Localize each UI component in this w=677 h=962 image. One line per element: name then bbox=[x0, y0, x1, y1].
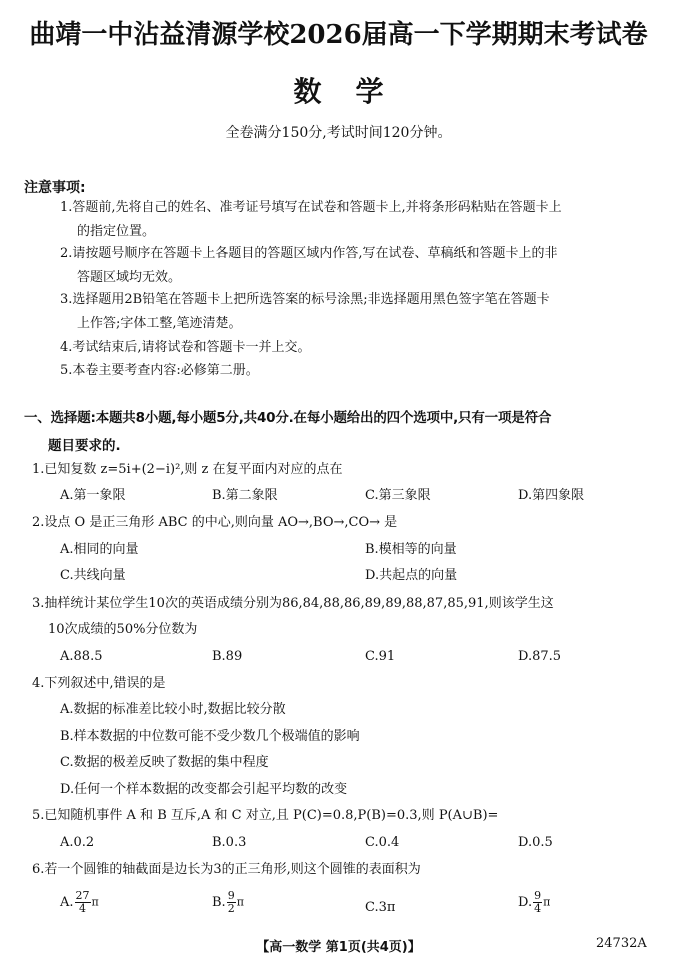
exam-code: 24732A bbox=[596, 936, 647, 951]
fraction-numerator: 9 bbox=[227, 889, 235, 902]
note-item: 4.考试结束后,请将试卷和答题卡一并上交。 bbox=[60, 340, 311, 355]
question-stem: 5.已知随机事件 A 和 B 互斥,A 和 C 对立,且 P(C)=0.8,P(B)=0.3,则 P(A∪B)= bbox=[32, 808, 499, 823]
pi-symbol: π bbox=[91, 895, 99, 909]
option-c: C.共线向量 bbox=[60, 568, 126, 583]
fraction-numerator: 9 bbox=[534, 889, 542, 902]
option-d: D.任何一个样本数据的改变都会引起平均数的改变 bbox=[60, 782, 348, 797]
fraction-numerator: 27 bbox=[75, 889, 90, 902]
score-info: 全卷满分150分,考试时间120分钟。 bbox=[225, 125, 452, 141]
option-c bbox=[365, 898, 395, 918]
option-b: B.模相等的向量 bbox=[365, 542, 457, 557]
note-item-cont: 的指定位置。 bbox=[77, 224, 156, 239]
option-b bbox=[212, 890, 244, 915]
option-label: A. bbox=[60, 895, 74, 910]
fraction-denominator: 4 bbox=[79, 902, 87, 915]
question-stem: 2.设点 O 是正三角形 ABC 的中心,则向量 AO→,BO→,CO→ 是 bbox=[32, 515, 398, 530]
subject-title: 数学 bbox=[293, 75, 418, 108]
option-d: D.0.5 bbox=[518, 835, 553, 850]
option-a: A.88.5 bbox=[60, 649, 103, 664]
fraction-denominator: 4 bbox=[534, 902, 542, 915]
option-label: B. bbox=[212, 895, 226, 910]
pi-symbol: π bbox=[543, 895, 551, 909]
question-stem: 4.下列叙述中,错误的是 bbox=[32, 676, 166, 691]
pi-symbol: π bbox=[236, 895, 244, 909]
option-c: C.数据的极差反映了数据的集中程度 bbox=[60, 755, 269, 770]
option-c: C.91 bbox=[365, 649, 396, 664]
note-item-cont: 上作答;字体工整,笔迹清楚。 bbox=[77, 316, 242, 331]
page-footer: 【高一数学 第1页(共4页)】 bbox=[256, 940, 421, 955]
option-d: D.共起点的向量 bbox=[365, 568, 458, 583]
option-a: A.第一象限 bbox=[60, 488, 126, 503]
option-b: B.第二象限 bbox=[212, 488, 278, 503]
option-b: B.89 bbox=[212, 649, 243, 664]
note-item-cont: 答题区域均无效。 bbox=[77, 270, 182, 285]
option-b: B.样本数据的中位数可能不受少数几个极端值的影响 bbox=[60, 729, 360, 744]
option-label: D. bbox=[518, 895, 533, 910]
note-item: 1.答题前,先将自己的姓名、准考证号填写在试卷和答题卡上,并将条形码粘贴在答题卡上 bbox=[60, 200, 562, 215]
option-c: C.0.4 bbox=[365, 835, 400, 850]
fraction bbox=[533, 890, 542, 915]
fraction bbox=[75, 890, 91, 915]
option-a: A.数据的标准差比较小时,数据比较分散 bbox=[60, 702, 286, 717]
note-item: 2.请按题号顺序在答题卡上各题目的答题区域内作答,写在试卷、草稿纸和答题卡上的非 bbox=[60, 246, 558, 261]
section-title-cont: 题目要求的. bbox=[48, 438, 121, 454]
option-label: C.3π bbox=[365, 900, 396, 915]
question-stem: 1.已知复数 z=5i+(2−i)²,则 z 在复平面内对应的点在 bbox=[32, 462, 343, 477]
note-item: 3.选择题用2B铅笔在答题卡上把所选答案的标号涂黑;非选择题用黑色签字笔在答题卡 bbox=[60, 292, 550, 307]
fraction bbox=[227, 890, 236, 915]
section-title: 一、选择题:本题共8小题,每小题5分,共40分.在每小题给出的四个选项中,只有一项是符合 bbox=[24, 410, 552, 426]
fraction-denominator: 2 bbox=[227, 902, 235, 915]
exam-title: 曲靖一中沾益清源学校2026届高一下学期期末考试卷 bbox=[29, 20, 648, 50]
option-b: B.0.3 bbox=[212, 835, 247, 850]
question-stem: 6.若一个圆锥的轴截面是边长为3的正三角形,则这个圆锥的表面积为 bbox=[32, 862, 421, 877]
option-c: C.第三象限 bbox=[365, 488, 431, 503]
option-a bbox=[60, 890, 99, 915]
option-a: A.0.2 bbox=[60, 835, 95, 850]
notes-title: 注意事项: bbox=[24, 180, 86, 196]
option-d bbox=[518, 890, 550, 915]
note-item: 5.本卷主要考查内容:必修第二册。 bbox=[60, 363, 259, 378]
option-a: A.相同的向量 bbox=[60, 542, 139, 557]
option-d: D.87.5 bbox=[518, 649, 562, 664]
question-stem-cont: 10次成绩的50%分位数为 bbox=[48, 622, 198, 637]
option-d: D.第四象限 bbox=[518, 488, 585, 503]
question-stem: 3.抽样统计某位学生10次的英语成绩分别为86,84,88,86,89,89,88,87,85,91,则该学生这 bbox=[32, 596, 554, 611]
